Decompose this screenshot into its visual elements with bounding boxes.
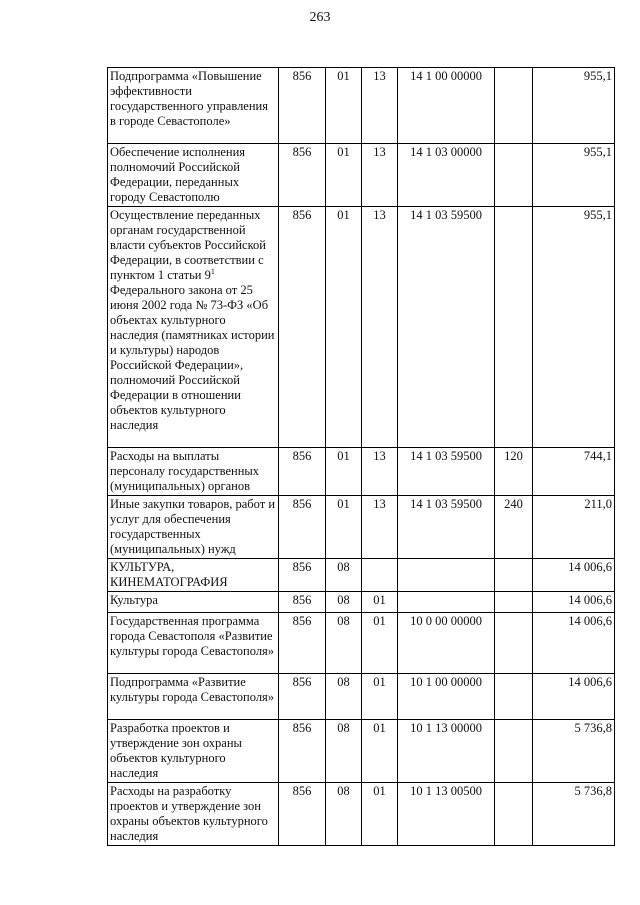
row-vr [495,144,533,207]
row-rz: 01 [326,144,362,207]
row-sum: 14 006,6 [533,592,615,613]
row-grbs: 856 [279,448,326,496]
row-name: Культура [108,592,279,613]
row-pr: 13 [362,207,398,448]
row-csr: 10 1 00 00000 [398,674,495,720]
table-row [108,496,615,559]
row-grbs: 856 [279,674,326,720]
row-rz: 01 [326,448,362,496]
row-name: Обеспечение исполнения полномочий Российской Федерации, переданных городу Севастополю [108,144,279,207]
row-vr [495,207,533,448]
row-pr [362,559,398,592]
row-sum: 14 006,6 [533,674,615,720]
row-grbs: 856 [279,207,326,448]
table-row [108,559,615,592]
row-vr [495,613,533,674]
row-sum: 955,1 [533,68,615,144]
table-row [108,144,615,207]
row-grbs: 856 [279,496,326,559]
table-row [108,783,615,846]
row-name: Иные закупки товаров, работ и услуг для обеспечения государственных (муниципальных) нужд [108,496,279,559]
row-vr: 120 [495,448,533,496]
table-row [108,720,615,783]
row-sum: 14 006,6 [533,559,615,592]
row-csr: 10 0 00 00000 [398,613,495,674]
row-grbs: 856 [279,144,326,207]
row-pr: 01 [362,783,398,846]
row-sum: 955,1 [533,207,615,448]
row-pr: 13 [362,448,398,496]
row-sum: 744,1 [533,448,615,496]
row-csr: 14 1 00 00000 [398,68,495,144]
row-rz: 08 [326,592,362,613]
row-rz: 01 [326,68,362,144]
row-sum: 5 736,8 [533,720,615,783]
row-rz: 01 [326,207,362,448]
row-rz: 08 [326,783,362,846]
row-csr: 14 1 03 59500 [398,207,495,448]
row-vr [495,674,533,720]
table-row [108,674,615,720]
row-csr: 14 1 03 59500 [398,448,495,496]
row-name: Подпрограмма «Повышение эффективности государственного управления в городе Севастополе» [108,68,279,144]
row-vr [495,720,533,783]
table-row [108,68,615,144]
row-name: Осуществление переданных органам государственной власти субъектов Российской Федерации, в соответствии с пунктом 1 статьи $9^1$ Федерального закона от 25 июня 2002 года № 73-ФЗ «Об объектах культурного наследия (памятниках истории и культуры) народов Российской Федерации», полномочий Российской Федерации в отношении объектов культурного наследия [108,207,279,448]
row-pr: 13 [362,144,398,207]
row-csr: 14 1 03 00000 [398,144,495,207]
table-row [108,448,615,496]
row-csr: 10 1 13 00000 [398,720,495,783]
row-grbs: 856 [279,559,326,592]
row-rz: 08 [326,674,362,720]
row-sum: 14 006,6 [533,613,615,674]
row-name: Расходы на разработку проектов и утверждение зон охраны объектов культурного наследия [108,783,279,846]
row-pr: 13 [362,68,398,144]
row-name: Подпрограмма «Развитие культуры города Севастополя» [108,674,279,720]
row-vr: 240 [495,496,533,559]
row-pr: 01 [362,613,398,674]
row-rz: 01 [326,496,362,559]
table-row [108,592,615,613]
row-vr [495,559,533,592]
table-row [108,207,615,448]
row-rz: 08 [326,559,362,592]
table-row [108,613,615,674]
row-pr: 01 [362,592,398,613]
row-sum: 211,0 [533,496,615,559]
row-vr [495,68,533,144]
row-csr: 10 1 13 00500 [398,783,495,846]
row-grbs: 856 [279,720,326,783]
row-grbs: 856 [279,592,326,613]
row-sum: 5 736,8 [533,783,615,846]
row-grbs: 856 [279,613,326,674]
row-grbs: 856 [279,68,326,144]
row-rz: 08 [326,613,362,674]
row-grbs: 856 [279,783,326,846]
row-csr [398,559,495,592]
row-vr [495,592,533,613]
row-csr [398,592,495,613]
page-number: 263 [309,10,331,25]
budget-table [107,67,615,846]
row-rz: 08 [326,720,362,783]
row-sum: 955,1 [533,144,615,207]
row-name: Расходы на выплаты персоналу государственных (муниципальных) органов [108,448,279,496]
row-name: Государственная программа города Севастополя «Развитие культуры города Севастополя» [108,613,279,674]
row-name: Разработка проектов и утверждение зон охраны объектов культурного наследия [108,720,279,783]
row-csr: 14 1 03 59500 [398,496,495,559]
row-pr: 01 [362,674,398,720]
row-vr [495,783,533,846]
row-pr: 13 [362,496,398,559]
row-pr: 01 [362,720,398,783]
row-name: КУЛЬТУРА, КИНЕМАТОГРАФИЯ [108,559,279,592]
